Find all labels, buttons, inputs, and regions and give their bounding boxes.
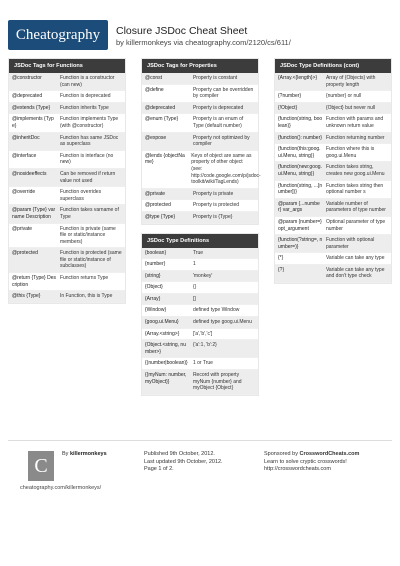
table-row: [142, 294, 258, 306]
tag-description: Variable number of parameters of type number: [325, 200, 386, 214]
tag-name: {*}: [278, 255, 284, 262]
tag-description: 1: [192, 261, 196, 268]
sponsor-name[interactable]: CrosswordCheats.com: [299, 451, 360, 457]
column-2: [141, 58, 259, 404]
tag-name: @expose: [145, 134, 167, 141]
table-row: [9, 169, 125, 187]
sponsor-info: [264, 451, 359, 474]
table-row: [142, 189, 258, 201]
page-title: Closure JSDoc Cheat Sheet: [116, 25, 248, 37]
tag-name: {Object}: [145, 284, 163, 291]
tag-description: defined type Window: [192, 307, 240, 314]
tag-name: @private: [12, 225, 33, 232]
table-row: [275, 114, 391, 132]
author-name[interactable]: killermonkeys: [69, 451, 107, 457]
page-header: [0, 0, 400, 56]
table-row: [275, 199, 391, 217]
tag-description: Function is private (same file or static/instance members): [59, 225, 116, 245]
tag-name: {boolean}: [145, 249, 167, 256]
tag-name: @deprecated: [12, 93, 43, 100]
tag-name: @extends {Type}: [12, 104, 51, 111]
table-row: [275, 73, 391, 91]
tag-name: @override: [12, 189, 36, 196]
tag-description: Function with optional parameter: [325, 237, 375, 250]
tag-description: Function returns Type: [59, 275, 109, 282]
section-title: JSDoc Tags for Functions: [9, 59, 125, 73]
section-title: JSDoc Type Definitions: [142, 234, 258, 248]
tag-name: @param {...number} var_args: [278, 200, 320, 214]
table-row: [9, 205, 125, 223]
tag-description: Optional parameter of type number: [325, 218, 386, 232]
tag-description: Record with property myNum {number} and myObject {Object}: [192, 372, 242, 392]
sponsor-url[interactable]: http://crosswordcheats.com: [264, 466, 331, 472]
section-type-definitions: [141, 233, 259, 396]
tag-name: @implements {Type}: [12, 116, 54, 129]
tag-name: @enum {Type}: [145, 116, 179, 123]
published-date: Published 9th October, 2012.: [144, 451, 215, 457]
author-url[interactable]: cheatography.com/killermonkeys/: [20, 485, 102, 491]
table-row: [9, 91, 125, 103]
table-row: [142, 259, 258, 271]
table-row: [142, 85, 258, 103]
table-row: [142, 114, 258, 132]
author-avatar: C: [28, 451, 54, 481]
table-row: [142, 271, 258, 283]
tag-description: {}: [192, 284, 197, 291]
page-footer: [8, 440, 392, 501]
tag-name: {Object.<string, number>}: [145, 342, 186, 355]
tag-description: Property is private: [192, 190, 234, 197]
updated-date: Last updated 9th October, 2012.: [144, 458, 223, 465]
table-row: [9, 248, 125, 273]
tag-description: Property not optimized by compiler: [192, 134, 250, 148]
table-row: [275, 133, 391, 145]
tag-name: {function(): number}: [278, 134, 322, 141]
section-properties: [141, 58, 259, 225]
tag-name: @constructor: [12, 75, 42, 81]
section-title: JSDoc Tags for Properties: [142, 59, 258, 73]
tag-description: Property is deprecated: [192, 104, 244, 111]
table-row: [142, 248, 258, 260]
tag-name: {Array.<string>}: [145, 330, 180, 337]
column-1: [8, 58, 126, 312]
tag-name: {?number}: [278, 93, 302, 100]
tag-description: Function is a constructor (can new): [59, 75, 115, 88]
table-row: [142, 212, 258, 224]
tag-name: {(number|boolean)}: [145, 360, 188, 367]
table-row: [275, 162, 391, 180]
column-3: [274, 58, 392, 292]
author-line: [62, 451, 107, 457]
tag-description: 'monkey': [192, 272, 213, 279]
tag-name: {{myNum: number, myObject}}: [145, 372, 187, 385]
tag-name: @private: [145, 190, 166, 197]
sponsor-tagline: Learn to solve cryptic crosswords!: [264, 458, 347, 465]
table-row: [9, 291, 125, 303]
tag-description: Function has same JSDoc as superclass: [59, 134, 119, 148]
table-row: [275, 144, 391, 162]
tag-name: {function(?string=, number=)}: [278, 237, 323, 250]
table-row: [9, 151, 125, 169]
table-row: [142, 151, 261, 189]
tag-name: {function(this:goog.ui.Menu, string)}: [278, 146, 321, 159]
tag-name: {function(string, boolean)}: [278, 116, 323, 129]
tag-description: Array of {Objects} with property length: [325, 75, 376, 88]
sponsor-prefix: Sponsored by: [264, 451, 298, 457]
tag-name: {number}: [145, 261, 166, 268]
tag-name: {goog.ui.Menu}: [145, 319, 179, 326]
tag-description: Function takes string then optional number s: [325, 182, 384, 196]
sponsor-line: [264, 451, 359, 459]
tag-name: @deprecated: [145, 104, 176, 111]
tag-description: Variable can take any type: [325, 255, 385, 262]
tag-description: Variable can take any type and don't type check: [325, 266, 385, 280]
tag-name: @inheritDoc: [12, 134, 40, 141]
tag-description: Function is deprecated: [59, 93, 111, 100]
byline[interactable]: by killermonkeys via cheatography.com/2120/cs/611/: [116, 38, 291, 47]
table-row: [142, 103, 258, 115]
tag-name: @nosideeffects: [12, 170, 47, 177]
cheatography-logo[interactable]: Cheatography: [8, 20, 108, 50]
tag-name: {function(string, ...[number])}: [278, 182, 323, 196]
section-functions: [8, 58, 126, 304]
tag-name: {?}: [278, 266, 285, 273]
tag-name: @interface: [12, 152, 37, 159]
table-row: [142, 329, 258, 341]
publish-info: [144, 451, 223, 474]
tag-description: Function is protected (same file or static/instance of subclasses): [59, 250, 122, 270]
tag-name: {Array}: [145, 295, 161, 302]
table-row: [142, 340, 258, 358]
table-row: [275, 265, 391, 283]
tag-name: @type {Type}: [145, 213, 176, 220]
section-title: JSDoc Type Definitions (cont): [275, 59, 391, 73]
by-prefix: By: [62, 451, 69, 457]
table-row: [9, 73, 125, 91]
table-row: [142, 282, 258, 294]
tag-description: In Function, this is Type: [59, 293, 113, 300]
tag-name: {Window}: [145, 307, 167, 314]
tag-name: @const: [145, 75, 163, 81]
table-row: [275, 91, 391, 103]
table-row: [142, 133, 258, 151]
tag-name: @param {Type} varname Description: [12, 207, 56, 220]
tag-name: {!Object}: [278, 104, 298, 111]
table-row: [9, 103, 125, 115]
table-row: [142, 200, 258, 212]
tag-description: Function where this is goog.ui.Menu: [325, 146, 375, 159]
tag-description: Property is protected: [192, 202, 240, 209]
tag-description: Property is constant: [192, 75, 238, 81]
tag-description: 1 or True: [192, 360, 213, 367]
tag-description: Keys of object are same as property of other object (see: http://code.google.com/p/jsdoc-toolkit/wiki/TagLends): [191, 152, 261, 186]
table-row: [9, 273, 125, 291]
tag-description: Function takes string, creates new goog.ui.Menu: [325, 164, 385, 177]
tag-name: @protected: [12, 250, 38, 257]
tag-description: {number} or null: [325, 93, 362, 100]
tag-description: Function takes varname of Type: [59, 207, 119, 220]
table-row: [9, 114, 125, 132]
section-type-definitions-cont: [274, 58, 392, 284]
table-row: [142, 73, 258, 85]
table-row: [275, 235, 391, 253]
tag-description: ['a','b','c']: [192, 330, 213, 337]
tag-description: Function with params and unknown return value: [325, 116, 384, 129]
tag-description: Function returning number: [325, 134, 385, 141]
tag-description: Property is an enum of Type (default number): [192, 116, 244, 129]
table-row: [275, 181, 391, 199]
table-row: [275, 103, 391, 115]
table-row: [9, 133, 125, 151]
table-row: [9, 187, 125, 205]
tag-description: []: [192, 295, 196, 302]
table-row: [142, 370, 258, 395]
tag-name: @this {Type}: [12, 293, 41, 300]
tag-description: True: [192, 249, 204, 256]
tag-description: Can be removed if return value not used: [59, 170, 116, 184]
table-row: [142, 317, 258, 329]
tag-name: {string}: [145, 272, 161, 279]
tag-name: @protected: [145, 202, 171, 209]
tag-description: {'a':1, 'b':2}: [192, 342, 217, 349]
tag-name: @define: [145, 86, 164, 93]
tag-name: {Array.<{length}>}: [278, 75, 318, 81]
table-row: [275, 253, 391, 265]
tag-description: Property is {Type}: [192, 213, 233, 220]
tag-description: {Object} but never null: [325, 104, 376, 111]
table-row: [142, 358, 258, 370]
table-row: [275, 217, 391, 235]
tag-description: defined type goog.ui.Menu: [192, 319, 252, 326]
tag-description: Function inherits Type: [59, 104, 109, 111]
tag-name: @return {Type} Description: [12, 275, 56, 288]
page-number: Page 1 of 2.: [144, 466, 174, 472]
tag-description: Property can be overridden by compiler: [192, 86, 254, 100]
tag-description: Function is interface (no new): [59, 152, 114, 166]
tag-description: Function overrides superclass: [59, 189, 102, 202]
tag-description: Function implements Type (with @constructor): [59, 116, 119, 129]
table-row: [142, 305, 258, 317]
tag-name: @lends {objectName}: [145, 152, 185, 166]
tag-name: {function(new:goog.ui.Menu, string)}: [278, 164, 322, 177]
tag-name: @param {number=} opt_argument: [278, 218, 322, 232]
table-row: [9, 224, 125, 249]
